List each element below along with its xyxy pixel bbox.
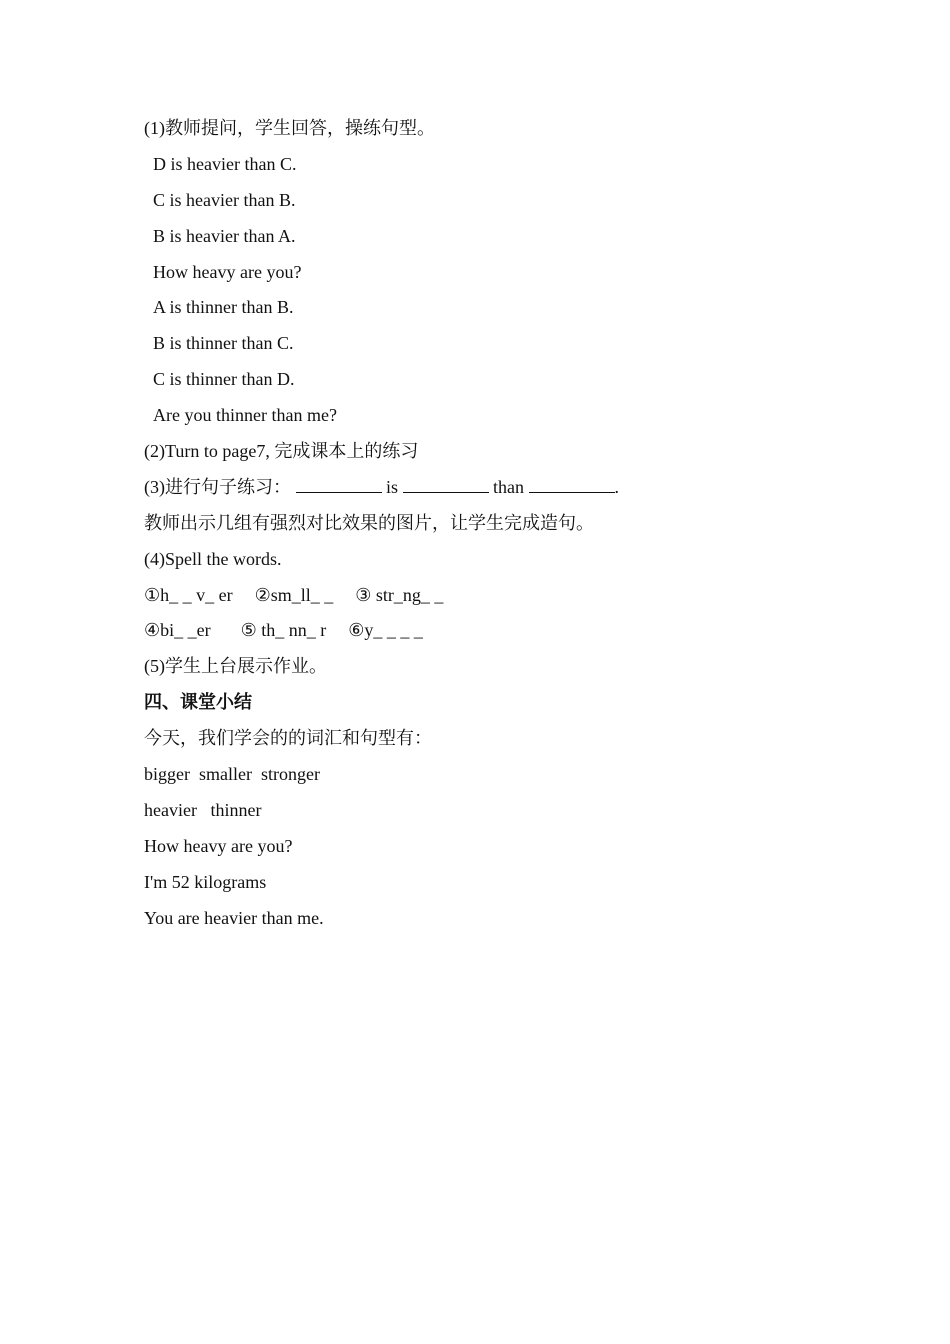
step3-word-than: than (488, 476, 529, 497)
step1-label: (1) (144, 118, 165, 138)
drill-sentence: B is thinner than C. (153, 333, 294, 354)
step4-line: (4)Spell the words. (144, 548, 282, 569)
spell-word: ②sm_ll_ _ (254, 584, 334, 605)
drill-sentence: A is thinner than B. (153, 297, 294, 318)
drill-sentence: B is heavier than A. (153, 225, 296, 246)
step2-label: (2)Turn to page7, (144, 441, 275, 462)
step3-end: . (614, 476, 620, 497)
fill-blank-3 (529, 474, 615, 493)
drill-sentence: C is heavier than B. (153, 189, 296, 210)
spell-word: ①h_ _ v_ er (144, 584, 233, 605)
drill-sentence: Are you thinner than me? (153, 405, 337, 426)
step3-line (144, 470, 824, 506)
step2-line (144, 434, 824, 470)
summary-line: How heavy are you? (144, 835, 293, 856)
spell-word: ④bi_ _er (144, 620, 211, 641)
summary-line: heavier thinner (144, 799, 262, 820)
lesson-content (144, 111, 824, 936)
step3-note: 教师出示几组有强烈对比效果的图片，让学生完成造句。 (144, 512, 594, 534)
step1-text: 教师提问，学生回答，操练句型。 (165, 118, 435, 139)
drill-sentence: D is heavier than C. (153, 153, 297, 174)
fill-blank-1 (296, 474, 382, 493)
drill-sentence: How heavy are you? (153, 261, 302, 282)
step5-line (144, 649, 824, 685)
summary-line: bigger smaller stronger (144, 764, 320, 785)
summary-line: I'm 52 kilograms (144, 871, 267, 892)
spell-word: ⑥y_ _ _ _ (348, 620, 423, 641)
spell-row-1 (144, 578, 824, 614)
step3-word-is: is (381, 476, 403, 497)
step2-text: 完成课本上的练习 (274, 441, 419, 463)
step5-label: (5) (144, 656, 165, 677)
spell-word: ③ str_ng_ _ (355, 584, 444, 605)
summary-line: You are heavier than me. (144, 907, 324, 928)
fill-blank-2 (403, 474, 489, 493)
step1-line (144, 111, 824, 147)
spell-word: ⑤ th_ nn_ r (240, 620, 327, 641)
step3-text: 进行句子练习： (165, 476, 291, 498)
step3-label: (3) (144, 476, 165, 497)
summary-heading: 四、课堂小结 (144, 692, 252, 714)
drill-sentence: C is thinner than D. (153, 369, 295, 390)
summary-intro: 今天，我们学会的的词汇和句型有： (144, 728, 432, 750)
spell-row-2 (144, 613, 824, 649)
step5-text: 学生上台展示作业。 (165, 656, 327, 678)
